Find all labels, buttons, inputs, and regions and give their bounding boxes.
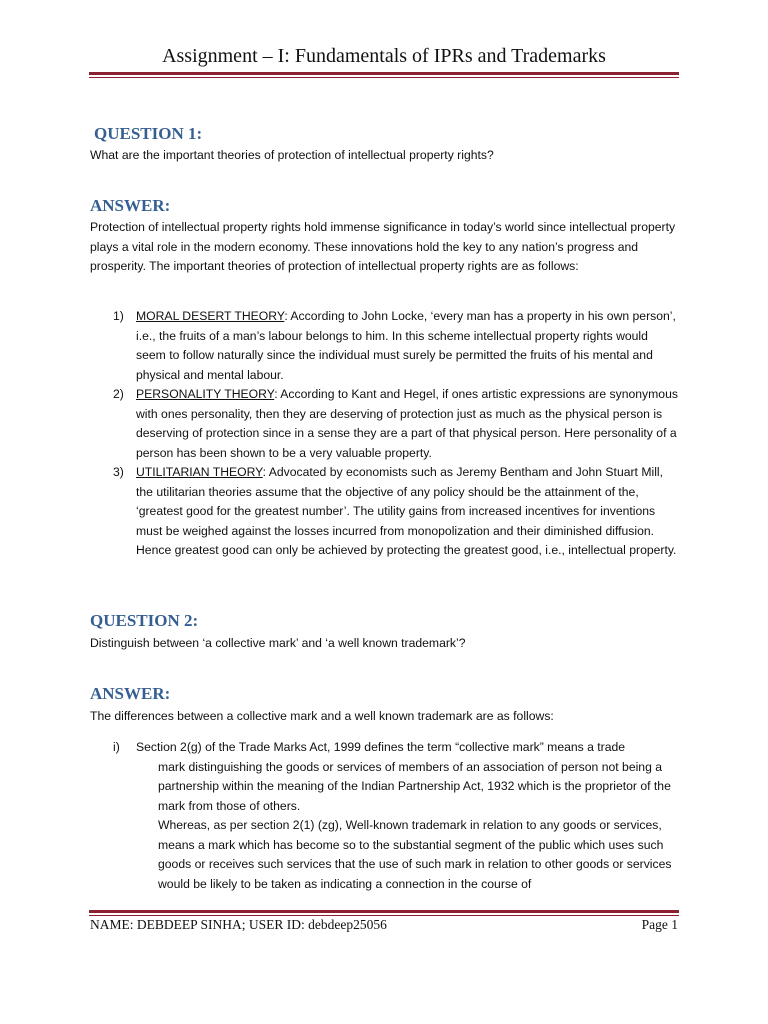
- answer-2-heading: ANSWER:: [90, 684, 171, 703]
- list-marker: 3): [113, 465, 124, 479]
- list-marker: 2): [113, 387, 124, 401]
- item-first-line: Section 2(g) of the Trade Marks Act, 1999 defines the term “collective mark” means a trade: [136, 740, 626, 754]
- answer-2-intro: The differences between a collective mark and a well known trademark are as follows:: [90, 709, 554, 723]
- theory-term: UTILITARIAN THEORY: [136, 465, 263, 479]
- theory-text: : According to Kant and Hegel, if ones artistic expressions are synonymous with ones personality, then they are deserving of protection just as much as the physical person is deserving of protection since in a sense they are a part of that physical person. Here personality of a person has been shown to be a very valuable property.: [136, 387, 678, 460]
- theory-text: : Advocated by economists such as Jeremy Bentham and John Stuart Mill, the utilitarian theories assume that the objective of any policy should be the attainment of the, ‘greatest good for the greatest number’. The utility gains from increased incentives for inventions must be weighed against the losses incurred from monopolization and their diminished diffusion. Hence greatest good can only be achieved by protecting the greatest good, i.e., intellectual property.: [136, 465, 677, 557]
- differences-list-item: [90, 738, 680, 894]
- header-rule: [89, 72, 679, 78]
- list-item: [90, 307, 680, 385]
- document-header-title: Assignment – I: Fundamentals of IPRs and Trademarks: [162, 45, 606, 67]
- footer-rule: [89, 910, 679, 916]
- page-number: Page 1: [641, 917, 678, 932]
- theory-term: MORAL DESERT THEORY: [136, 309, 285, 323]
- theory-term: PERSONALITY THEORY: [136, 387, 275, 401]
- answer-1-heading: ANSWER:: [90, 196, 171, 215]
- footer-author: NAME: DEBDEEP SINHA; USER ID: debdeep25056: [90, 917, 387, 932]
- item-continuation: mark distinguishing the goods or services of members of an association of person not being a partnership within the meaning of the Indian Partnership Act, 1932 which is the proprietor of the mark from those of others.: [158, 759, 671, 813]
- list-item: [90, 385, 680, 463]
- theory-text: : According to John Locke, ‘every man has a property in his own person’, i.e., the fruits of a man’s labour belongs to him. In this scheme intellectual property rights would seem to follow naturally since the individual must surely be permitted the fruits of his mental and physical and mental labour.: [136, 309, 676, 382]
- theories-list: [90, 307, 680, 561]
- list-marker: i): [113, 740, 120, 754]
- question-1-heading: QUESTION 1:: [94, 124, 203, 143]
- question-2-text: Distinguish between ‘a collective mark’ and ‘a well known trademark’?: [90, 636, 466, 650]
- question-1-text: What are the important theories of protection of intellectual property rights?: [90, 148, 494, 162]
- answer-1-intro: Protection of intellectual property rights hold immense significance in today’s world since intellectual property plays a vital role in the modern economy. These innovations hold the key to any nation’s progress and prosperity. The important theories of protection of intellectual property rights are as follows:: [90, 220, 676, 273]
- list-item: [90, 463, 680, 561]
- item-whereas: Whereas, as per section 2(1) (zg), Well-known trademark in relation to any goods or services, means a mark which has become so to the substantial segment of the public which uses such goods or receives such services that the use of such mark in relation to other goods or services would be likely to be taken as indicating a connection in the course of: [158, 818, 672, 891]
- question-2-heading: QUESTION 2:: [90, 611, 199, 630]
- list-marker: 1): [113, 309, 124, 323]
